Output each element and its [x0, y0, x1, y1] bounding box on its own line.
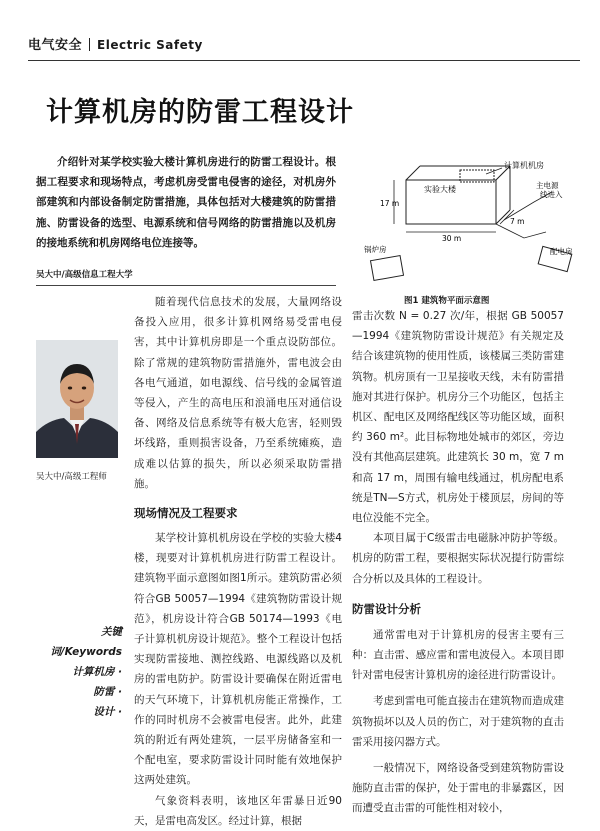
author-rule: [36, 285, 336, 286]
photo-caption: 吴大中/高级工程师: [36, 472, 107, 482]
fig-label-computer-room: 计算机机房: [504, 161, 544, 170]
paragraph: 雷击次数 N = 0.27 次/年，根据 GB 50057—1994《建筑物防雷设计规范》有关规定及结合该建筑物的使用性质，该楼属三类防雷建筑物。机房顶有一卫星接收天线，未有防雷措施对其进行保护。机房分三个功能区，包括主机区、配电区及网络配线区等功能区域，面积约 360 m²。此目标物地处城市的郊区，旁边没有其他高层建筑。此建筑长 30 m，宽 7 m 和高 17 m，周围有输电线通过，机房配电系统是TN—S方式，机房处于楼顶层，房间的等电位没能不完全。: [352, 310, 564, 525]
fig-dim-length: 30 m: [442, 234, 462, 243]
paragraph: 考虑到雷电可能直接击在建筑物而造成建筑物损坏以及人员的伤亡，对于建筑物的直击雷采用接闪器方式。: [352, 695, 564, 748]
fig-label-distribution: 配电房: [550, 247, 573, 256]
article-title: 计算机房的防雷工程设计: [46, 97, 354, 128]
keywords-block: [34, 622, 122, 722]
fig-label-mains: 主电源线进入: [536, 181, 563, 199]
fig-label-boiler: 锅炉房: [364, 245, 387, 254]
author-line: 吴大中/高级信息工程大学: [36, 270, 133, 280]
paragraph: 某学校计算机机房设在学校的实验大楼4楼，现要对计算机机房进行防雷工程设计。建筑物平面示意图如图1所示。建筑防雷必须符合GB 50057—1994《建筑物防雷设计规范》，机房设计符合GB 50174—1993《电子计算机机房设计规范》。整个工程设计包括实现防雷接地、测控线路、电源线路以及机房的雷电防护。防雷设计要确保在附近雷电的天气环境下，计算机机房能正常操作，工作的同时机房不会被雷电侵害。此外，此建筑的附近有两处建筑，一层平房储备室和一个配电室，要求防雷设计同时能有效地保护这两处建筑。: [134, 532, 342, 787]
fig-dim-height: 17 m: [380, 199, 400, 208]
paragraph: 一般情况下，网络设备受到建筑物防雷设施防直击雷的保护，处于雷电的非暴露区，因而遭受直击雷的可能性相对较小，: [352, 762, 564, 815]
author-photo: [36, 340, 118, 458]
paragraph: 本项目属于C级雷击电磁脉冲防护等级。机房的防雷工程，要根据实际状况提行防雷综合分析以及具体的工程设计。: [352, 532, 564, 585]
abstract: 介绍针对某学校实验大楼计算机房进行的防雷工程设计。根据工程要求和现场特点，考虑机房受雷电侵害的途径，对机房外部建筑和内部设备制定防雷措施，具体包括对大楼建筑的防雷措施、防雷设备的选型、电源系统和信号网络的防雷措施以及机房的接地系统和机房网络电位连接等。: [36, 156, 336, 249]
paragraph: 随着现代信息技术的发展，大量网络设备投入应用，很多计算机网络易受雷电侵害，其中计算机房即是一个重点设防部位。除了常规的建筑物防雷措施外，雷电波会由各电气通道，如电源线、信号线的金属管道等侵入，产生的高电压和浪涌电压对通信设备、网络及信息系统等有极大危害，轻则毁坏线路，重则损害设备，乃至系统瘫痪，造成难以估算的损失，所以必须采取防雷措施。: [134, 296, 342, 490]
paragraph: 气象资料表明，该地区年雷暴日近90天，是雷电高发区。经过计算，根据: [134, 794, 342, 827]
author-portrait-image: [36, 340, 118, 458]
keyword-item: 设计 ·: [93, 706, 122, 718]
keywords-label: 关键词/Keywords: [50, 626, 122, 658]
fig-label-building: 实验大楼: [424, 185, 456, 194]
section-header: [28, 34, 203, 53]
building-plan-diagram: [364, 158, 582, 288]
body-column-middle: [134, 292, 342, 831]
section-title-cn: 电气安全: [28, 38, 83, 53]
section-title-en: Electric Safety: [97, 38, 203, 52]
keyword-item: 防雷 ·: [93, 686, 122, 698]
figure-caption: 图1 建筑物平面示意图: [404, 296, 490, 306]
section-heading: 现场情况及工程要求: [134, 506, 238, 521]
header-rule: [28, 60, 580, 61]
section-heading: 防雷设计分析: [352, 601, 421, 616]
paragraph: 通常雷电对于计算机房的侵害主要有三种：直击雷、感应雷和雷电波侵入。本项目即针对雷电侵害计算机房的途径进行防雷设计。: [352, 628, 564, 682]
body-column-right: [352, 306, 564, 819]
fig-dim-width: 7 m: [510, 217, 525, 226]
header-divider: [89, 38, 90, 51]
keyword-item: 计算机房 ·: [72, 666, 122, 678]
figure-building-plan: [364, 158, 582, 288]
